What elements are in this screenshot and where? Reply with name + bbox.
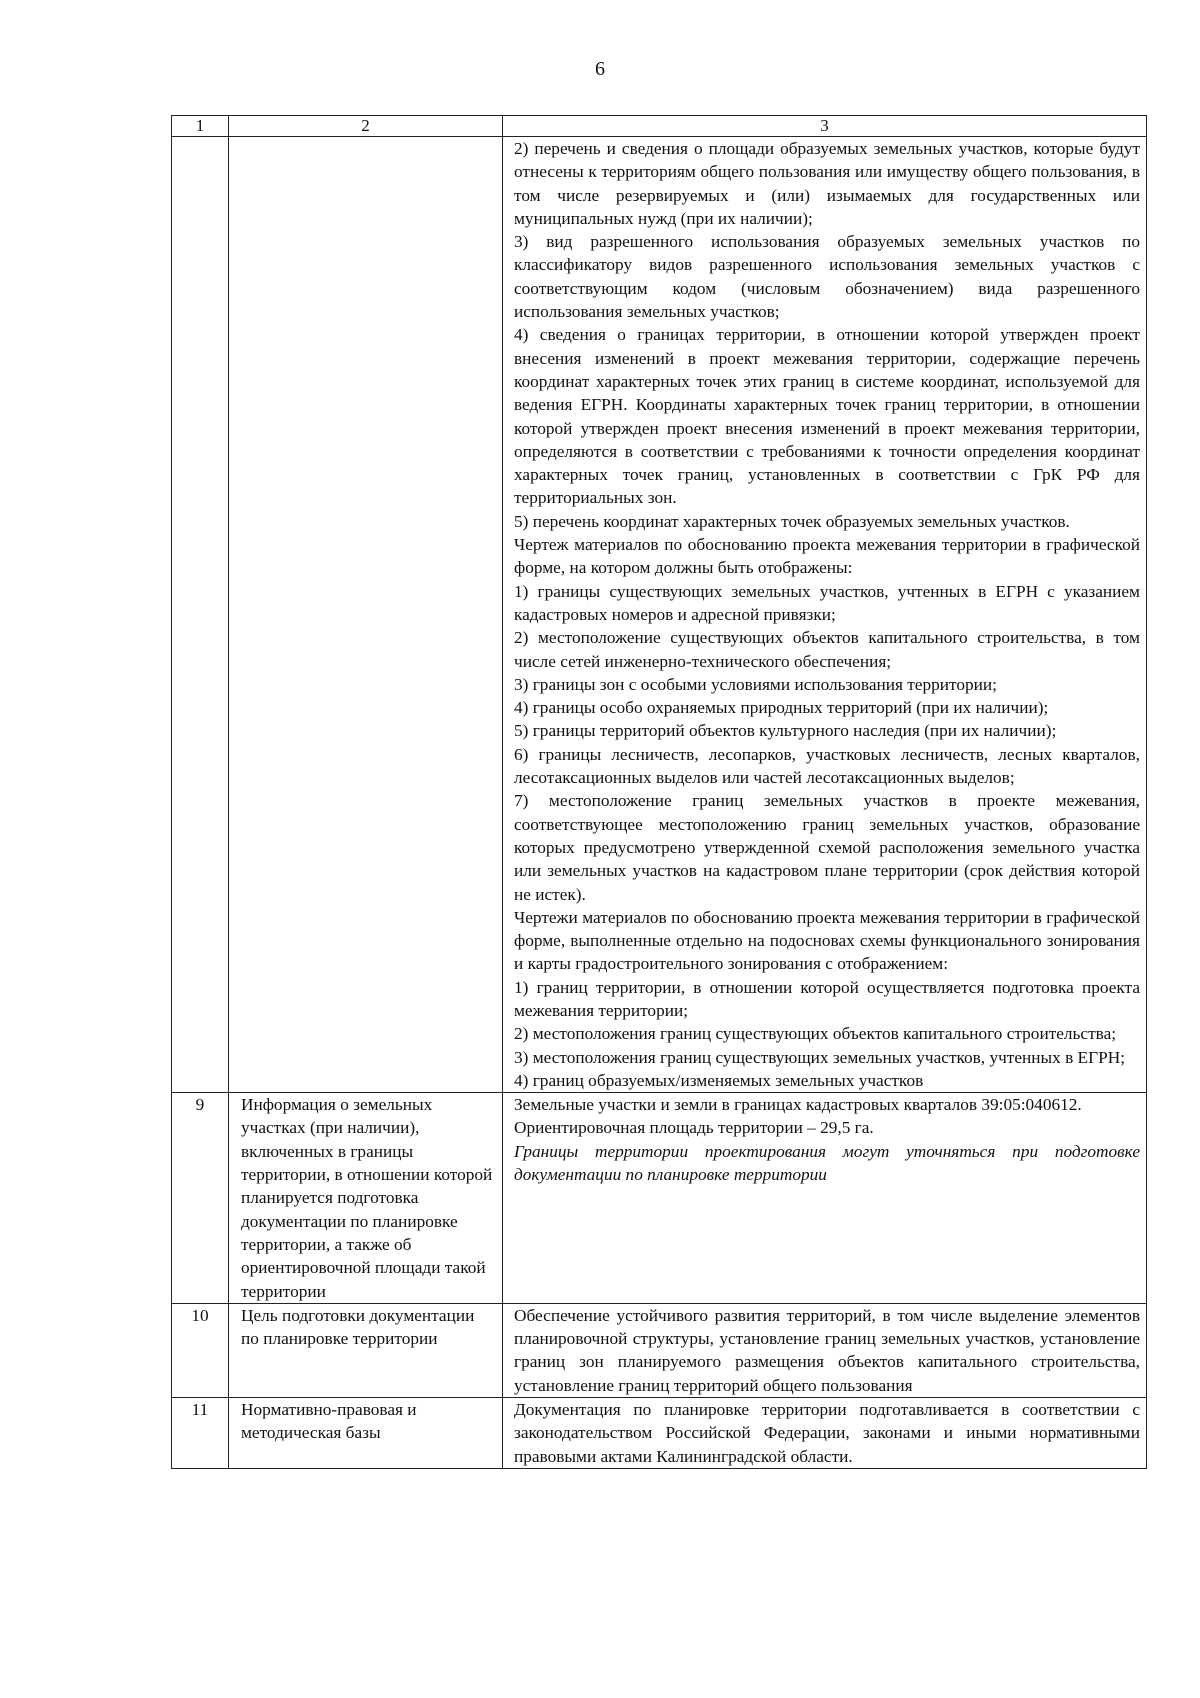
content-paragraph: Земельные участки и земли в границах кадастровых кварталов 39:05:040612. [514,1095,1082,1115]
page-number: 6 [595,58,605,80]
row-content [503,1398,1147,1469]
row-name: Цель подготовки документации по планировке территории [229,1303,503,1397]
content-paragraph: 5) границы территорий объектов культурного наследия (при их наличии); [514,721,1057,741]
content-paragraph: 7) местоположение границ земельных участков в проекте межевания, соответствующее местоположению границ земельных участков, образование которых предусмотрено утвержденной схемой расположения земельного участка или земельных участков на кадастровом плане территории (срок действия которой не истек). [514,791,1140,904]
content-paragraph: 4) границ образуемых/изменяемых земельных участков [514,1070,924,1090]
content-paragraph: 1) границы существующих земельных участков, учтенных в ЕГРН с указанием кадастровых номеров и адресной привязки; [514,581,1140,624]
content-paragraph: Документация по планировке территории подготавливается в соответствии с законодательством Российской Федерации, законами и иными нормативными правовыми актами Калининградской области. [514,1400,1140,1466]
content-paragraph: 4) сведения о границах территории, в отношении которой утвержден проект внесения изменений в проект межевания территории, содержащие перечень координат характерных точек этих границ в системе координат, используемой для ведения ЕГРН. Координаты характерных точек границ территории, в отношении которой утвержден проект внесения изменений в проект межевания территории, определяются в соответствии с требованиями к точности определения координат характерных точек границ, установленных в соответствии с ГрК РФ для территориальных зон. [514,325,1140,508]
row-content [503,1093,1147,1304]
row-name: Нормативно-правовая и методическая базы [229,1398,503,1469]
header-cell-2: 2 [229,116,503,137]
content-paragraph: 6) границы лесничеств, лесопарков, участковых лесничеств, лесных кварталов, лесотаксационных выделов или частей лесотаксационных выделов; [514,744,1140,788]
row-number: 9 [172,1093,229,1304]
header-cell-1: 1 [172,116,229,137]
row-number: 11 [172,1398,229,1469]
row-number [172,137,229,1093]
content-paragraph: 5) перечень координат характерных точек образуемых земельных участков. [514,511,1070,531]
content-paragraph: 3) вид разрешенного использования образуемых земельных участков по классификатору видов разрешенного использования земельных участков с соответствующим кодом (числовым обозначением) вида разрешенного использования земельных участков; [514,232,1140,322]
row-content [503,1303,1147,1397]
content-paragraph: 2) местоположения границ существующих объектов капитального строительства; [514,1024,1117,1044]
italic-note: Границы территории проектирования могут уточняться при подготовке документации по планировке территории [514,1141,1140,1185]
content-paragraph: Ориентировочная площадь территории – 29,5 га. [514,1118,874,1138]
content-paragraph: 4) границы особо охраняемых природных территорий (при их наличии); [514,698,1049,718]
row-name [229,137,503,1093]
content-paragraph: Чертеж материалов по обоснованию проекта межевания территории в графической форме, на котором должны быть отображены: [514,535,1140,578]
requirements-table [171,115,1147,1469]
content-paragraph: Чертежи материалов по обоснованию проекта межевания территории в графической форме, выполненные отдельно на подосновах схемы функционального зонирования и карты градостроительного зонирования с отображением: [514,907,1140,974]
table-header-row [172,116,1147,137]
row-name: Информация о земельных участках (при наличии), включенных в границы территории, в отношении которой планируется подготовка документации по планировке территории, а также об ориентировочной площади такой территории [229,1093,503,1304]
content-paragraph: 2) местоположение существующих объектов капитального строительства, в том числе сетей инженерно-технического обеспечения; [514,628,1140,671]
table-row-11 [172,1398,1147,1469]
table-row-9 [172,1093,1147,1304]
row-number: 10 [172,1303,229,1397]
content-paragraph: 3) местоположения границ существующих земельных участков, учтенных в ЕГРН; [514,1047,1125,1067]
content-paragraph: 1) границ территории, в отношении которой осуществляется подготовка проекта межевания территории; [514,977,1140,1020]
table-row-continuation [172,137,1147,1093]
content-paragraph: 3) границы зон с особыми условиями использования территории; [514,674,997,694]
row-content [503,137,1147,1093]
header-cell-3: 3 [503,116,1147,137]
content-paragraph: 2) перечень и сведения о площади образуемых земельных участков, которые будут отнесены к территориям общего пользования или имуществу общего пользования, в том числе резервируемых и (или) изымаемых для государственных или муниципальных нужд (при их наличии); [514,139,1140,228]
content-paragraph: Обеспечение устойчивого развития территорий, в том числе выделение элементов планировочной структуры, установление границ земельных участков, установление границ зон планируемого размещения объектов капитального строительства, установление границ территорий общего пользования [514,1305,1140,1395]
table-row-10 [172,1303,1147,1397]
